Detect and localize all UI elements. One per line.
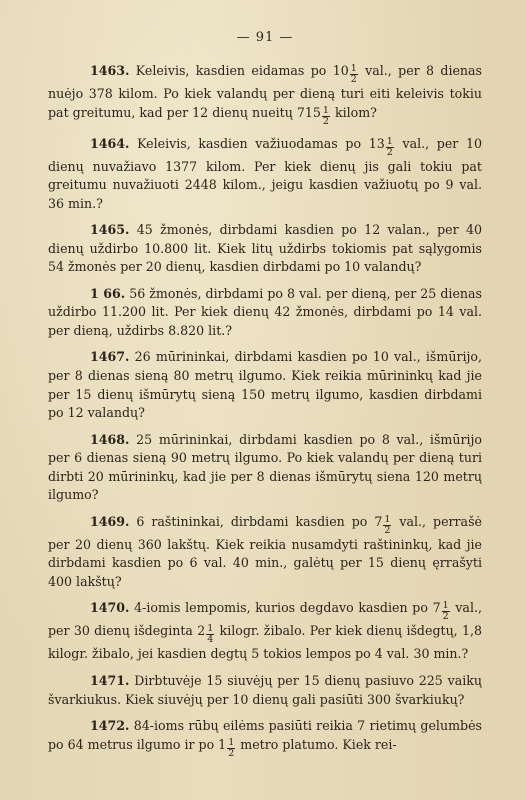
problem-text: 45 žmonės, dirbdami kasdien po 12 valan., per 40 dienų uždirbo 10.800 lit. Kiek litų uždirbs tokiomis pat sąlygomis 54 žmonės per 20 dienų, kasdien dirbdami po 10 valandų? <box>48 222 482 275</box>
problem-text: val., perrašė per 20 dienų 360 lakštų. Kiek reikia nusamdyti raštininkų, kad jie dirbdami kasdien po 6 val. 40 min., galėtų per 15 dienų ęrrašyti 400 lakštų? <box>48 513 482 589</box>
fraction-numerator: 1 <box>228 736 235 748</box>
problem-number: 1470. <box>90 600 130 616</box>
problem-1466 <box>48 285 482 341</box>
fraction <box>383 515 391 536</box>
problem-number: 1465. <box>90 222 130 238</box>
problem-number: 1 66. <box>90 285 126 301</box>
fraction-denominator: 2 <box>228 747 235 759</box>
problem-1471 <box>48 672 482 709</box>
fraction-numerator: 1 <box>207 623 214 635</box>
fraction <box>227 738 235 759</box>
problem-text: 84-ioms rūbų eilėms pasiūti reikia 7 rietimų gelumbės po 64 metrus ilgumo ir po 1 <box>48 718 482 752</box>
problem-number: 1472. <box>90 718 130 734</box>
fraction <box>322 106 330 127</box>
problem-number: 1463. <box>90 63 130 78</box>
fraction-numerator: 1 <box>386 135 393 147</box>
problem-1472 <box>48 717 482 759</box>
problems-list <box>48 40 482 759</box>
fraction-numerator: 1 <box>350 63 357 74</box>
problem-number: 1471. <box>90 673 130 689</box>
fraction <box>206 624 214 645</box>
fraction-denominator: 2 <box>384 524 391 536</box>
problem-text: Dirbtuvėje 15 siuvėjų per 15 dienų pasiuvo 225 vaikų švarkiukus. Kiek siuvėjų per 10 dienų gali pasiūti 300 švarkiukų? <box>48 673 482 707</box>
page-number: — 91 — <box>236 30 294 45</box>
fraction-denominator: 2 <box>386 146 393 158</box>
fraction-denominator: 2 <box>322 115 329 127</box>
problem-text: 56 žmonės, dirbdami po 8 val. per dieną, per 25 dienas uždirbo 11.200 lit. Per kiek dienų 42 žmonės, dirbdami po 14 val. per dieną, uždirbs 8.820 lit.? <box>48 285 482 338</box>
problem-text: val., per 8 dienas nuėjo 378 kilom. Po kiek valandų per dieną turi eiti keleivis tokiu pat greitumu, kad per 12 dienų nueitų 715 <box>48 63 483 120</box>
problem-text: kilom? <box>330 104 377 120</box>
fraction <box>442 601 450 622</box>
fraction-denominator: 2 <box>442 611 449 623</box>
problem-text: kilogr. žibalo. Per kiek dienų išdegtų, 1,8 kilogr. žibalo, jei kasdien degtų 5 tokios lempos po 4 val. 30 min.? <box>48 623 482 662</box>
problem-text: metro platumo. Kiek rei- <box>236 736 397 752</box>
fraction-numerator: 1 <box>442 600 449 612</box>
problem-number: 1464. <box>90 135 130 151</box>
problem-text: 6 raštininkai, dirbdami kasdien po 7 <box>136 513 383 529</box>
fraction <box>350 64 358 85</box>
problem-text: val., per 30 dienų išdeginta 2 <box>48 600 482 639</box>
fraction <box>386 137 394 158</box>
problem-1465 <box>48 221 482 277</box>
problem-number: 1467. <box>90 349 130 365</box>
problem-1463 <box>48 62 482 127</box>
problem-1467 <box>48 348 482 422</box>
fraction-denominator: 4 <box>207 634 214 646</box>
fraction-numerator: 1 <box>384 513 391 525</box>
problem-1468 <box>48 431 482 505</box>
problem-text: 25 mūrininkai, dirbdami kasdien po 8 val., išmūrijo per 6 dienas sieną 90 metrų ilgumo. Po kiek valandų per dieną turi dirbti 20 mūrininkų, kad jie per 8 dienas išmūrytų siena 120 metrų ilgumo? <box>48 431 482 503</box>
problem-number: 1468. <box>90 431 130 447</box>
problem-text: 4-iomis lempomis, kurios degdavo kasdien po 7 <box>134 600 441 616</box>
problem-text: Keleivis, kasdien važiuodamas po 13 <box>137 135 385 151</box>
problem-text: 26 mūrininkai, dirbdami kasdien po 10 val., išmūrijo, per 8 dienas sieną 80 metrų ilgumo. Kiek reikia mūrininkų kad jie per 15 dienų išmūrytų sieną 150 metrų ilgumo, kasdien dirbdami po 12 valandų? <box>48 349 482 421</box>
problem-text: Keleivis, kasdien eidamas po 10 <box>135 63 349 78</box>
problem-1464 <box>48 135 482 214</box>
fraction-numerator: 1 <box>322 104 329 116</box>
problem-1469 <box>48 513 482 592</box>
problem-text: val., per 10 dienų nuvažiavo 1377 kilom. Per kiek dienų jis gali tokiu pat greitumu nuvažiuoti 2448 kilom., jeigu kasdien važiuotų po 9 val. 36 min.? <box>48 135 482 211</box>
problem-number: 1469. <box>90 513 130 529</box>
problem-1470 <box>48 599 482 664</box>
fraction-denominator: 2 <box>350 74 357 85</box>
